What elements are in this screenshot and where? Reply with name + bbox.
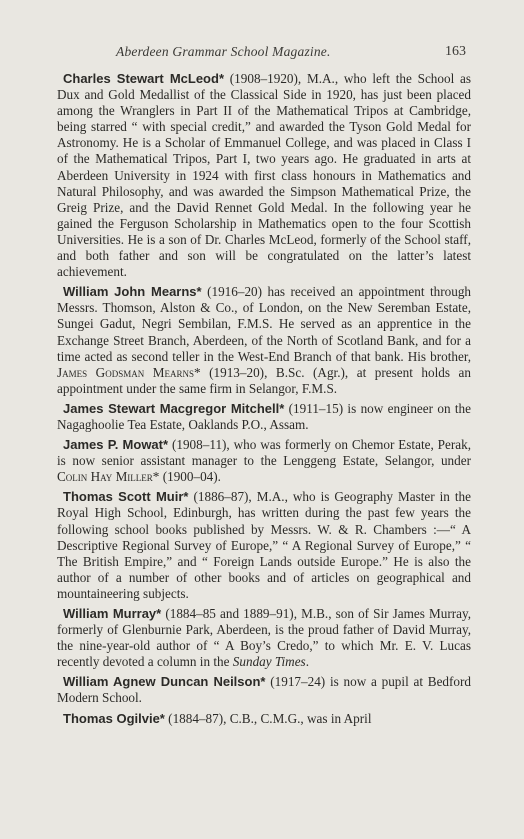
entry-name: William Murray* — [63, 606, 162, 621]
entry-name: Thomas Ogilvie* — [63, 710, 165, 726]
entry-name: James P. Mowat* — [63, 437, 169, 453]
entry-mearns — [57, 284, 471, 397]
entry-name: William John Mearns* — [63, 284, 202, 300]
entry-text: . — [305, 654, 309, 670]
entry-text: (1884–87), C.B., C.M.G., was in April — [164, 710, 372, 726]
entry-text: (1908–1920), M.A., who left the School as Dux and Gold Medallist of the Classical Side in 1920, has just been placed among the Wranglers in Part II of the Mathematical Tripos at Cambridge, being starred “ with special credit,” and awarded the Tyson Gold Medal for Astronomy. He is a Scholar of Emmanuel College, and was placed in Class I of the Mathematical Tripos, Part I, two years ago. He graduated in arts at Aberdeen University in 1924 with first class honours in Mathematics and Natural Philosophy, and was awarded the Simpson Mathematical Prize, the Greig Prize, and the David Rennet Gold Medal. In the following year he gained the Ferguson Scholarship in Mathematics open to the four Scottish Universities. He is a son of Dr. Charles McLeod, formerly of the School staff, and both father and son will be congratulated on the latter’s latest achievement. — [57, 71, 471, 280]
entry-text: (1911–15) is now engineer on the Nagaghoolie Tea Estate, Oaklands P.O., Assam. — [57, 400, 471, 432]
page-body — [57, 71, 471, 731]
entry-text: (1884–85 and 1889–91), M.B., son of Sir James Murray, formerly of Glenburnie Park, Aberdeen, is the proud father of David Murray, the nine-year-old author of “ A Boy’s Credo,” to which Mr. E. V. Lucas recently devoted a column in the — [57, 606, 471, 670]
entry-name: Thomas Scott Muir* — [63, 489, 189, 505]
entry-mowat — [57, 437, 471, 485]
entry-ogilvie — [57, 711, 471, 727]
page-header — [60, 44, 466, 62]
entry-murray — [57, 606, 471, 670]
entry-mcleod — [57, 71, 471, 280]
entry-text: (1908–11), who was formerly on Chemor Estate, Perak, is now senior assistant manager to the Lenggeng Estate, Selangor, under — [57, 437, 472, 469]
related-name: James Godsman Mearns* — [57, 364, 201, 380]
entry-text: (1886–87), M.A., who is Geography Master in the Royal High School, Edinburgh, has written during the past few years the following school books published by Messrs. W. & R. Chambers :—“ A Descriptive Regional Survey of Europe,” “ A Regional Survey of Europe,” “ The British Empire,” and “ Foreign Lands outside Europe.” He is also the author of a number of other books and of articles on geographical and mountaineering subjects. — [57, 489, 471, 601]
entry-neilson — [57, 674, 471, 706]
running-title: Aberdeen Grammar School Magazine. — [116, 44, 331, 59]
entry-name: Charles Stewart McLeod* — [63, 71, 224, 86]
related-name: Colin Hay Miller* — [57, 469, 160, 485]
entry-text: (1900–04). — [159, 469, 221, 485]
entry-muir — [57, 489, 471, 602]
entry-text: (1913–20), B.Sc. (Agr.), at present holds an appointment under the same firm in Selangor, F.M.S. — [57, 364, 472, 396]
entry-mitchell — [57, 401, 471, 433]
entry-text: (1917–24) is now a pupil at Bedford Modern School. — [57, 674, 472, 706]
page-number: 163 — [445, 44, 466, 59]
entry-text: (1916–20) has received an appointment through Messrs. Thomson, Alston & Co., of London, on the New Seremban Estate, Sungei Gadut, Negri Sembilan, F.M.S. He served as an apprentice in the Exchange Street Branch, Aberdeen, of the North of Scotland Bank, and for a time acted as second teller in the West-End Branch of that bank. His brother, — [57, 284, 472, 364]
publication-title: Sunday Times — [232, 654, 306, 670]
entry-name: William Agnew Duncan Neilson* — [63, 674, 266, 690]
entry-name: James Stewart Macgregor Mitchell* — [63, 400, 285, 416]
